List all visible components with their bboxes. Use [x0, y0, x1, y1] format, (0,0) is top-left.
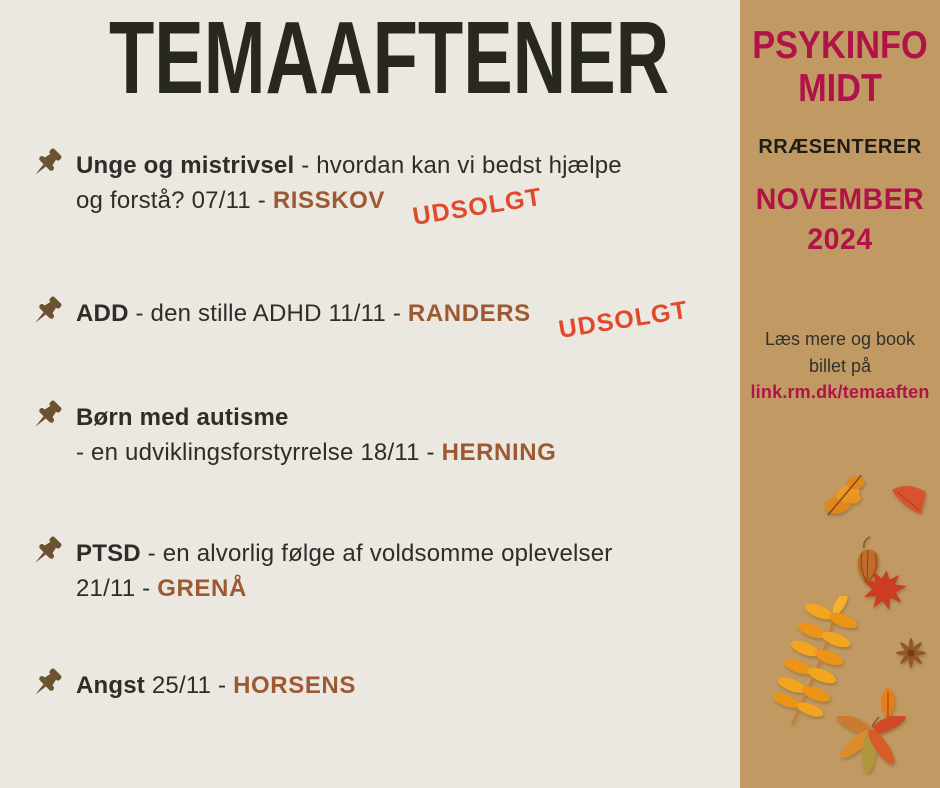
pushpin-icon [28, 294, 64, 330]
oak-leaf-image [820, 470, 872, 525]
event-topic: ADD [76, 300, 129, 327]
event-desc: 25/11 - [145, 672, 234, 699]
rowan-leaf-image [770, 596, 858, 733]
event-desc: - hvordan kan vi bedst hjælpe [294, 152, 622, 179]
event-city: HORSENS [233, 672, 356, 699]
cta-line1: Læs mere og book [764, 329, 916, 349]
presents-label: RRÆSENTERER [758, 136, 922, 158]
event-city: RANDERS [407, 300, 531, 327]
event-topic: PTSD [76, 540, 141, 567]
cta-text [740, 326, 940, 380]
event-desc: - den stille ADHD 11/11 - [128, 300, 408, 327]
sidebar [740, 0, 940, 788]
virginia-creeper-leaf-image [826, 716, 916, 788]
pushpin-icon [28, 146, 64, 182]
event-topic: Børn med autisme [76, 404, 289, 431]
event-city: RISSKOV [272, 187, 386, 214]
event-line [76, 536, 612, 571]
month-line1: NOVEMBER [755, 183, 925, 216]
event-row-ptsd [28, 536, 718, 606]
event-desc: - en alvorlig følge af voldsomme oplevelser [140, 540, 613, 567]
month-title [745, 180, 935, 260]
event-text [76, 668, 356, 703]
cta-line2: billet på [808, 356, 872, 376]
brand-line2: MIDT [798, 67, 882, 110]
event-city: HERNING [441, 439, 557, 466]
event-row-add [28, 295, 718, 344]
event-topic: Angst [76, 672, 145, 699]
event-line [76, 435, 556, 470]
maple-leaf-image [860, 568, 908, 617]
event-line [76, 400, 556, 435]
event-line [76, 295, 690, 344]
page-title-text: TEMAAFTENER [108, 0, 670, 115]
event-text [76, 295, 690, 344]
soldout-stamp: UDSOLGT [410, 182, 545, 231]
red-leaf-fragment-image [890, 483, 928, 524]
month-line2: 2024 [807, 223, 873, 256]
event-line [76, 571, 612, 606]
event-row-angst [28, 668, 718, 703]
pushpin-icon [28, 534, 64, 570]
page-title [0, 0, 740, 115]
event-text [76, 400, 556, 470]
event-line [76, 182, 622, 231]
brand-title [752, 24, 928, 110]
event-desc: og forstå? 07/11 - [76, 187, 273, 214]
event-row-unge-og-mistrivsel [28, 148, 718, 231]
soldout-stamp: UDSOLGT [556, 295, 690, 344]
event-line [76, 148, 622, 183]
event-desc: - en udviklingsforstyrrelse 18/11 - [76, 439, 442, 466]
event-topic: Unge og mistrivsel [76, 152, 295, 179]
event-row-born-med-autisme [28, 400, 718, 470]
brand-line1: PSYKINFO [752, 24, 928, 67]
pushpin-icon [28, 666, 64, 702]
event-text [76, 148, 622, 231]
pushpin-icon [28, 398, 64, 434]
star-anise-image [893, 636, 929, 675]
event-line [76, 668, 356, 703]
event-city: GRENÅ [157, 575, 247, 602]
event-text [76, 536, 612, 606]
booking-link: link.rm.dk/temaaften [750, 382, 930, 402]
event-desc: 21/11 - [76, 575, 158, 602]
